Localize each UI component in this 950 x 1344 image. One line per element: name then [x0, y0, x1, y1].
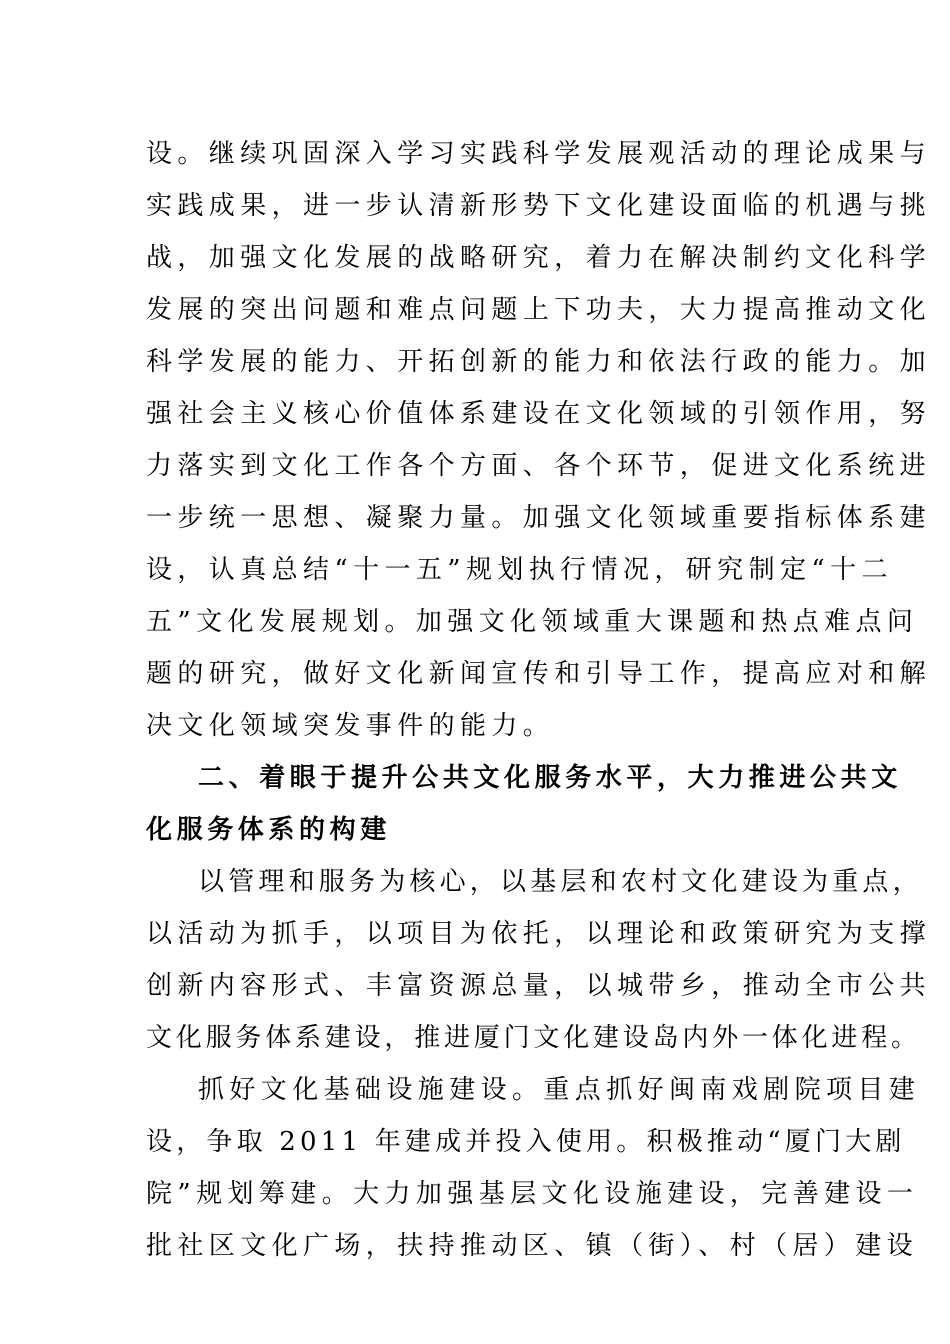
body-text-line: 题的研究，做好文化新闻宣传和引导工作，提高应对和解	[146, 659, 932, 689]
body-text-line: 五”文化发展规划。加强文化领域重大课题和热点难点问	[146, 607, 919, 637]
body-text-line: 批社区文化广场，扶持推动区、镇（街）、村（居）建设	[146, 1231, 919, 1261]
body-text-line: 一步统一思想、凝聚力量。加强文化领域重要指标体系建	[146, 503, 932, 533]
body-text-line: 设，争取 2011 年建成并投入使用。积极推动“厦门大剧	[146, 1127, 906, 1157]
body-text-line: 设。继续巩固深入学习实践科学发展观活动的理论成果与	[146, 139, 932, 169]
section-heading-continued: 化服务体系的构建	[146, 815, 391, 845]
body-text-line: 强社会主义核心价值体系建设在文化领域的引领作用，努	[146, 399, 932, 429]
body-text-line: 力落实到文化工作各个方面、各个环节，促进文化系统进	[146, 451, 932, 481]
body-text-line: 设，认真总结“十一五”规划执行情况，研究制定“十二	[146, 555, 893, 585]
section-heading: 二、着眼于提升公共文化服务水平，大力推进公共文	[198, 763, 902, 793]
body-text-line: 科学发展的能力、开拓创新的能力和依法行政的能力。加	[146, 347, 932, 377]
body-text-line: 文化服务体系建设，推进厦门文化建设岛内外一体化进程。	[146, 1023, 921, 1053]
body-text-line: 实践成果，进一步认清新形势下文化建设面临的机遇与挑	[146, 191, 932, 221]
body-text-line: 院”规划筹建。大力加强基层文化设施建设，完善建设一	[146, 1179, 919, 1209]
body-text-line: 创新内容形式、丰富资源总量，以城带乡，推动全市公共	[146, 971, 932, 1001]
body-text-line: 决文化领域突发事件的能力。	[146, 711, 555, 741]
body-text-line: 发展的突出问题和难点问题上下功夫，大力提高推动文化	[146, 295, 932, 325]
body-text-line: 战，加强文化发展的战略研究，着力在解决制约文化科学	[146, 243, 932, 273]
body-text-line: 以管理和服务为核心，以基层和农村文化建设为重点，	[198, 867, 923, 897]
body-text-line: 以活动为抓手，以项目为依托，以理论和政策研究为支撑	[146, 919, 932, 949]
body-text-line: 抓好文化基础设施建设。重点抓好闽南戏剧院项目建	[198, 1075, 921, 1105]
